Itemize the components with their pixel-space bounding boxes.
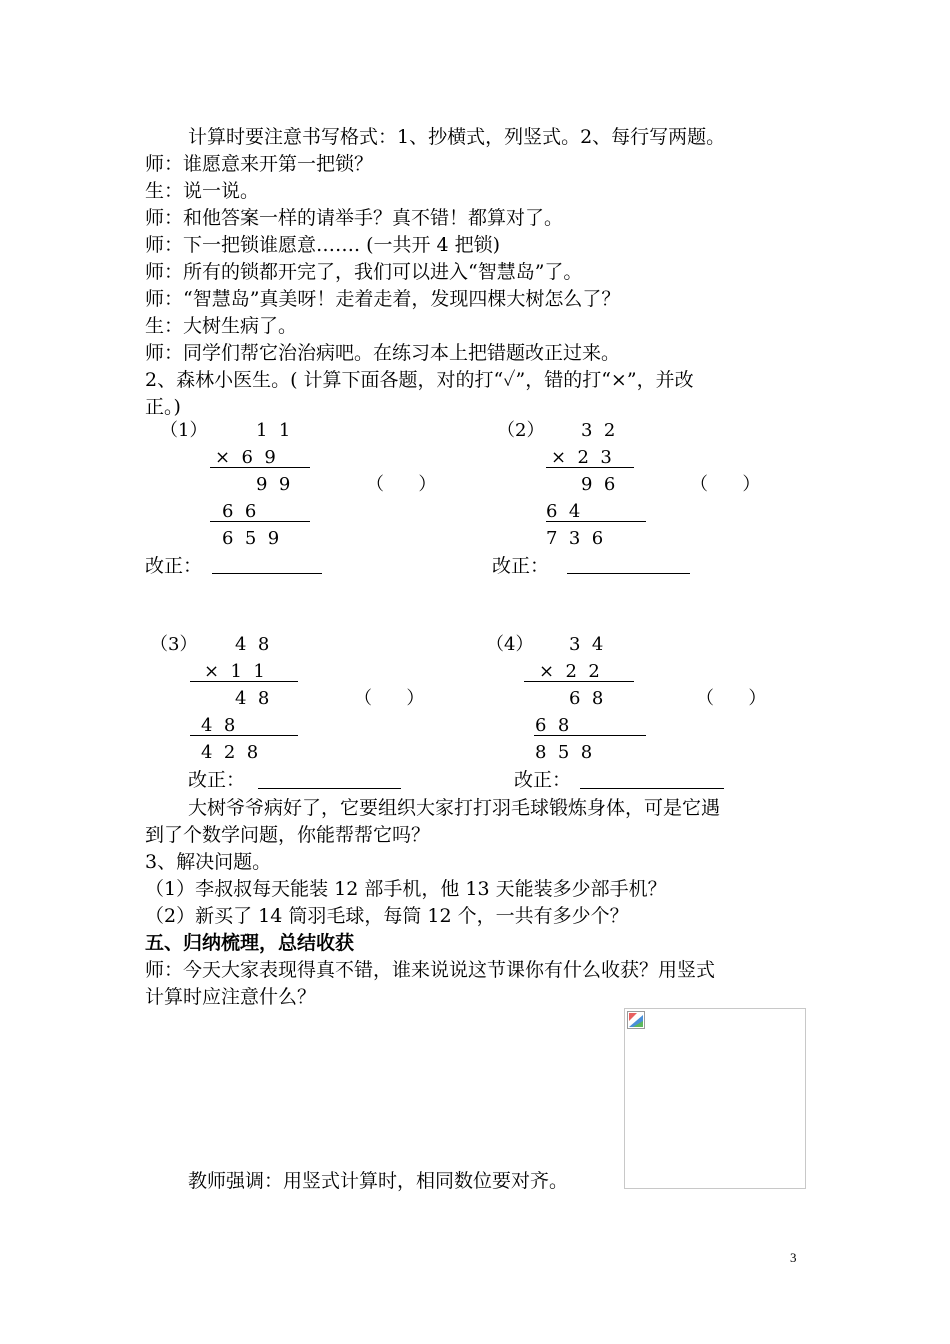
rule bbox=[190, 681, 298, 682]
text-line: 正。) bbox=[145, 396, 181, 418]
problem-number: （2） bbox=[497, 420, 545, 441]
product: 6 5 9 bbox=[222, 528, 280, 549]
partial-product-2: 6 6 bbox=[222, 501, 257, 522]
correction-blank[interactable] bbox=[567, 573, 690, 574]
text-line: 到了个数学问题，你能帮帮它吗？ bbox=[145, 824, 431, 846]
partial-product-1: 9 6 bbox=[581, 474, 616, 495]
multiplier: × 1 1 bbox=[204, 661, 265, 682]
multiplicand: 1 1 bbox=[256, 420, 291, 441]
rule bbox=[190, 735, 298, 736]
text-line: （1）李叔叔每天能装 12 部手机，他 13 天能装多少部手机？ bbox=[145, 878, 667, 900]
text-line: 师：今天大家表现得真不错，谁来说说这节课你有什么收获？用竖式 bbox=[145, 959, 716, 981]
image-placeholder bbox=[624, 1008, 806, 1189]
text-line: 3、解决问题。 bbox=[145, 851, 272, 873]
rule bbox=[546, 467, 634, 468]
partial-product-2: 4 8 bbox=[201, 715, 236, 736]
rule bbox=[534, 735, 646, 736]
rule bbox=[210, 521, 310, 522]
correction-blank[interactable] bbox=[212, 573, 322, 574]
partial-product-2: 6 4 bbox=[546, 501, 581, 522]
correction-label: 改正： bbox=[514, 769, 572, 791]
text-line: 师：所有的锁都开完了，我们可以进入“智慧岛”了。 bbox=[145, 261, 583, 283]
partial-product-1: 6 8 bbox=[569, 688, 604, 709]
multiplier: × 6 9 bbox=[215, 447, 276, 468]
correction-blank[interactable] bbox=[258, 788, 401, 789]
text-line: 师：“智慧岛”真美呀！走着走着，发现四棵大树怎么了？ bbox=[145, 288, 621, 310]
multiplier: × 2 2 bbox=[539, 661, 600, 682]
problem-number: （1） bbox=[160, 420, 208, 441]
answer-bracket[interactable]: （ ） bbox=[354, 688, 425, 709]
correction-label: 改正： bbox=[188, 769, 246, 791]
section-heading: 五、归纳梳理，总结收获 bbox=[145, 932, 355, 954]
multiplicand: 3 2 bbox=[581, 420, 616, 441]
product: 4 2 8 bbox=[201, 742, 259, 763]
product: 7 3 6 bbox=[546, 528, 604, 549]
rule bbox=[546, 521, 646, 522]
partial-product-2: 6 8 bbox=[535, 715, 570, 736]
text-line: 师：同学们帮它治治病吧。在练习本上把错题改正过来。 bbox=[145, 342, 621, 364]
text-line: 2、森林小医生。( 计算下面各题，对的打“✓”，错的打“×”，并改 bbox=[145, 369, 694, 391]
text-line: 师：谁愿意来开第一把锁？ bbox=[145, 153, 374, 175]
multiplicand: 4 8 bbox=[235, 634, 270, 655]
text-line: 生：大树生病了。 bbox=[145, 315, 298, 337]
problem-number: （3） bbox=[150, 634, 198, 655]
multiplicand: 3 4 bbox=[569, 634, 604, 655]
answer-bracket[interactable]: （ ） bbox=[366, 474, 437, 495]
text-line: 教师强调：用竖式计算时，相同数位要对齐。 bbox=[188, 1170, 569, 1192]
page-number: 3 bbox=[790, 1250, 797, 1265]
rule bbox=[210, 467, 310, 468]
multiplier: × 2 3 bbox=[551, 447, 612, 468]
text-line: 计算时应注意什么？ bbox=[145, 986, 317, 1008]
product: 8 5 8 bbox=[535, 742, 593, 763]
correction-label: 改正： bbox=[145, 555, 203, 577]
problem-number: （4） bbox=[486, 634, 534, 655]
text-line: （2）新买了 14 筒羽毛球，每筒 12 个，一共有多少个？ bbox=[145, 905, 629, 927]
text-line: 计算时要注意书写格式：1、抄横式，列竖式。2、每行写两题。 bbox=[188, 126, 726, 148]
text-line: 大树爷爷病好了，它要组织大家打打羽毛球锻炼身体，可是它遇 bbox=[188, 797, 721, 819]
partial-product-1: 4 8 bbox=[235, 688, 270, 709]
text-line: 生：说一说。 bbox=[145, 180, 260, 202]
correction-blank[interactable] bbox=[580, 788, 724, 789]
text-line: 师：和他答案一样的请举手？真不错！都算对了。 bbox=[145, 207, 564, 229]
rule bbox=[524, 681, 634, 682]
text-line: 师：下一把锁谁愿意……. (一共开 4 把锁) bbox=[145, 234, 501, 256]
answer-bracket[interactable]: （ ） bbox=[690, 474, 761, 495]
answer-bracket[interactable]: （ ） bbox=[696, 688, 767, 709]
broken-image-icon bbox=[627, 1011, 645, 1029]
partial-product-1: 9 9 bbox=[256, 474, 291, 495]
correction-label: 改正： bbox=[492, 555, 550, 577]
